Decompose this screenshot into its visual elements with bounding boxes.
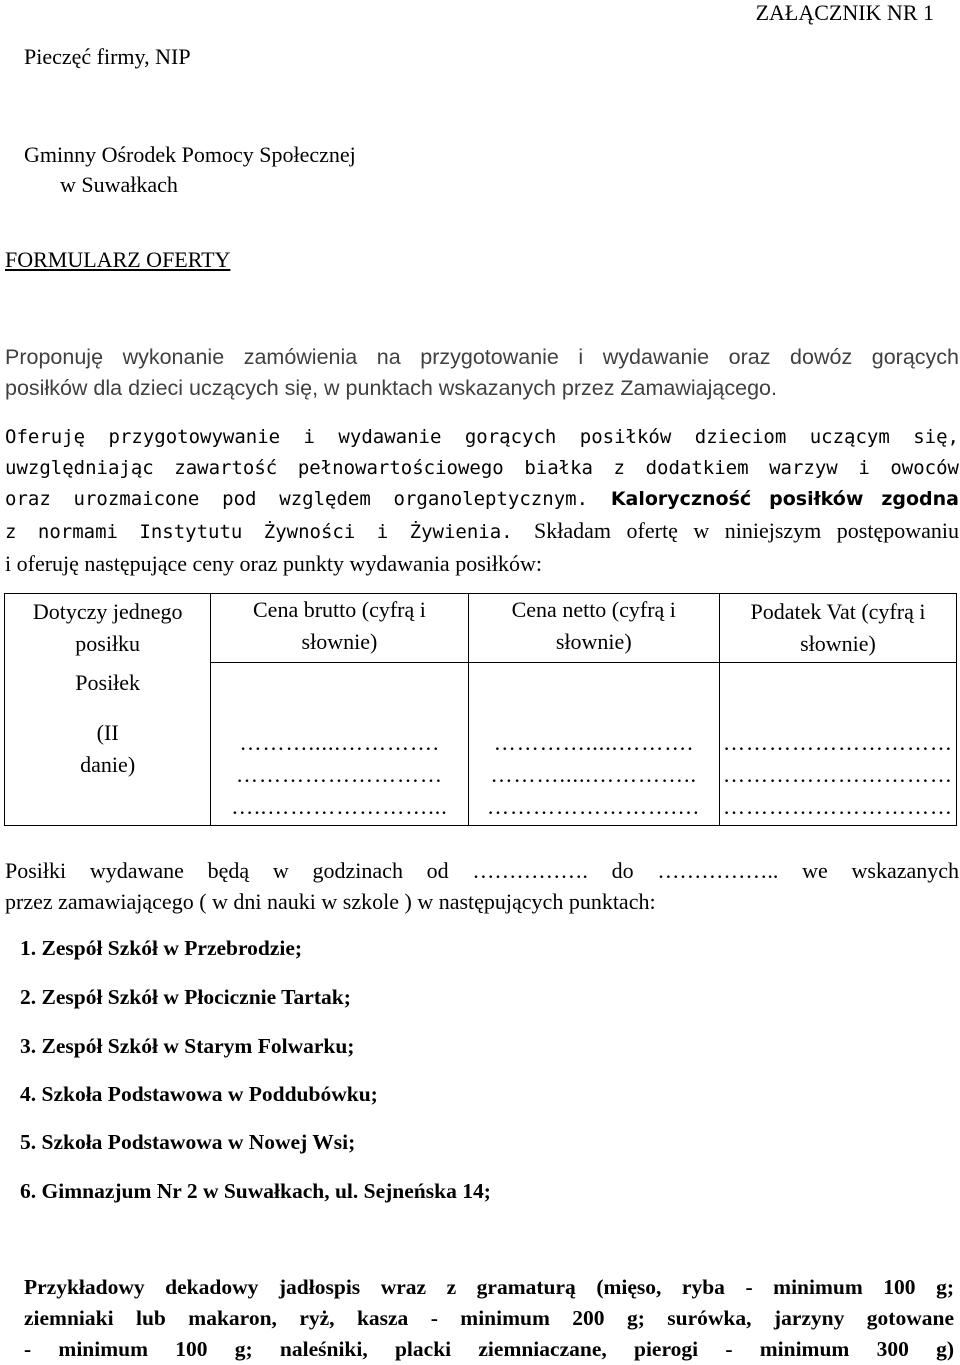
offer-line-3 [5,484,959,515]
company-stamp-label: Pieczęć firmy, NIP [24,44,191,69]
list-item: 4. Szkoła Podstawowa w Poddubówku; [20,1082,378,1106]
dots-line: ……….....…………. [239,730,440,755]
offer-line: i oferuję następujące ceny oraz punkty wydawania posiłków: [5,551,542,576]
list-item: 2. Zespół Szkół w Płocicznie Tartak; [20,985,351,1009]
offer-text: oraz urozmaicone pod względem organoleptycznym. [5,488,589,510]
header-cell-gross: Cena brutto (cyfrą i słownie) [211,594,468,663]
header-cell-meal: Dotyczy jednego posiłku [5,594,211,663]
price-table [4,593,957,826]
list-item: 3. Zespół Szkół w Starym Folwarku; [20,1034,355,1058]
offer-line: uwzględniając zawartość pełnowartościowego białka z dodatkiem warzyw i owoców [5,457,959,479]
institution-city: w Suwałkach [60,172,178,197]
hours-line: przez zamawiającego ( w dni nauki w szkole ) w następujących punktach: [5,889,656,914]
menu-line: ziemniaki lub makaron, ryż, kasza - minimum 200 g; surówka, jarzyny gotowane [24,1306,954,1330]
menu-line: - minimum 100 g; naleśniki, placki ziemniaczane, pierogi - minimum 300 g) [24,1337,954,1361]
offer-text-bold: Kaloryczność posiłków zgodna [610,488,959,510]
attachment-label: ZAŁĄCZNIK NR 1 [755,0,934,25]
intro-line: posiłków dla dzieci uczących się, w punktach wskazanych przez Zamawiającego. [5,376,777,400]
dots-line: ………………………… [722,794,953,819]
offer-line-4 [5,515,959,548]
hours-line: Posiłki wydawane będą w godzinach od ……………. do …………….. we wskazanych [5,858,959,883]
dots-line: ………….....………. [493,730,694,755]
offer-text: z normami Instytutu Żywności i Żywienia. [5,521,513,543]
dots-line: ……………………… [235,762,443,787]
list-item: 5. Szkoła Podstawowa w Nowej Wsi; [20,1130,356,1154]
row-label: Posiłek [75,669,141,695]
list-item: 1. Zespół Szkół w Przebrodzie; [20,936,303,960]
gross-value-cell[interactable] [211,663,468,826]
table-header-row [5,594,957,663]
table-row [5,663,957,826]
row-sublabel: (II danie) [80,719,136,777]
institution-name: Gminny Ośrodek Pomocy Społecznej [24,142,356,167]
form-title: FORMULARZ OFERTY [5,247,231,272]
dots-line: ………………………… [722,762,953,787]
list-item: 6. Gimnazjum Nr 2 w Suwałkach, ul. Sejneńska 14; [20,1179,491,1203]
row-label-cell [5,663,211,826]
dots-line: …………………….… [487,794,701,819]
dots-line: ……….....………….. [490,762,698,787]
offer-paragraph [5,422,959,579]
net-value-cell[interactable] [468,663,719,826]
dots-line: …..…………………... [231,794,448,819]
intro-paragraph [5,342,959,404]
header-cell-vat: Podatek Vat (cyfrą i słownie) [719,594,956,663]
dots-line: ………………………… [722,730,953,755]
hours-paragraph [5,855,959,917]
vat-value-cell[interactable] [719,663,956,826]
menu-paragraph [24,1272,954,1365]
intro-line: Proponuję wykonanie zamówienia na przygotowanie i wydawanie oraz dowóz gorących [5,345,959,369]
menu-line: Przykładowy dekadowy jadłospis wraz z gramaturą (mięso, ryba - minimum 100 g; [24,1275,954,1299]
header-cell-net: Cena netto (cyfrą i słownie) [468,594,719,663]
offer-line: Oferuję przygotowywanie i wydawanie gorących posiłków dzieciom uczącym się, [5,426,959,448]
offer-text-serif: Składam ofertę w niniejszym postępowaniu [534,518,959,543]
